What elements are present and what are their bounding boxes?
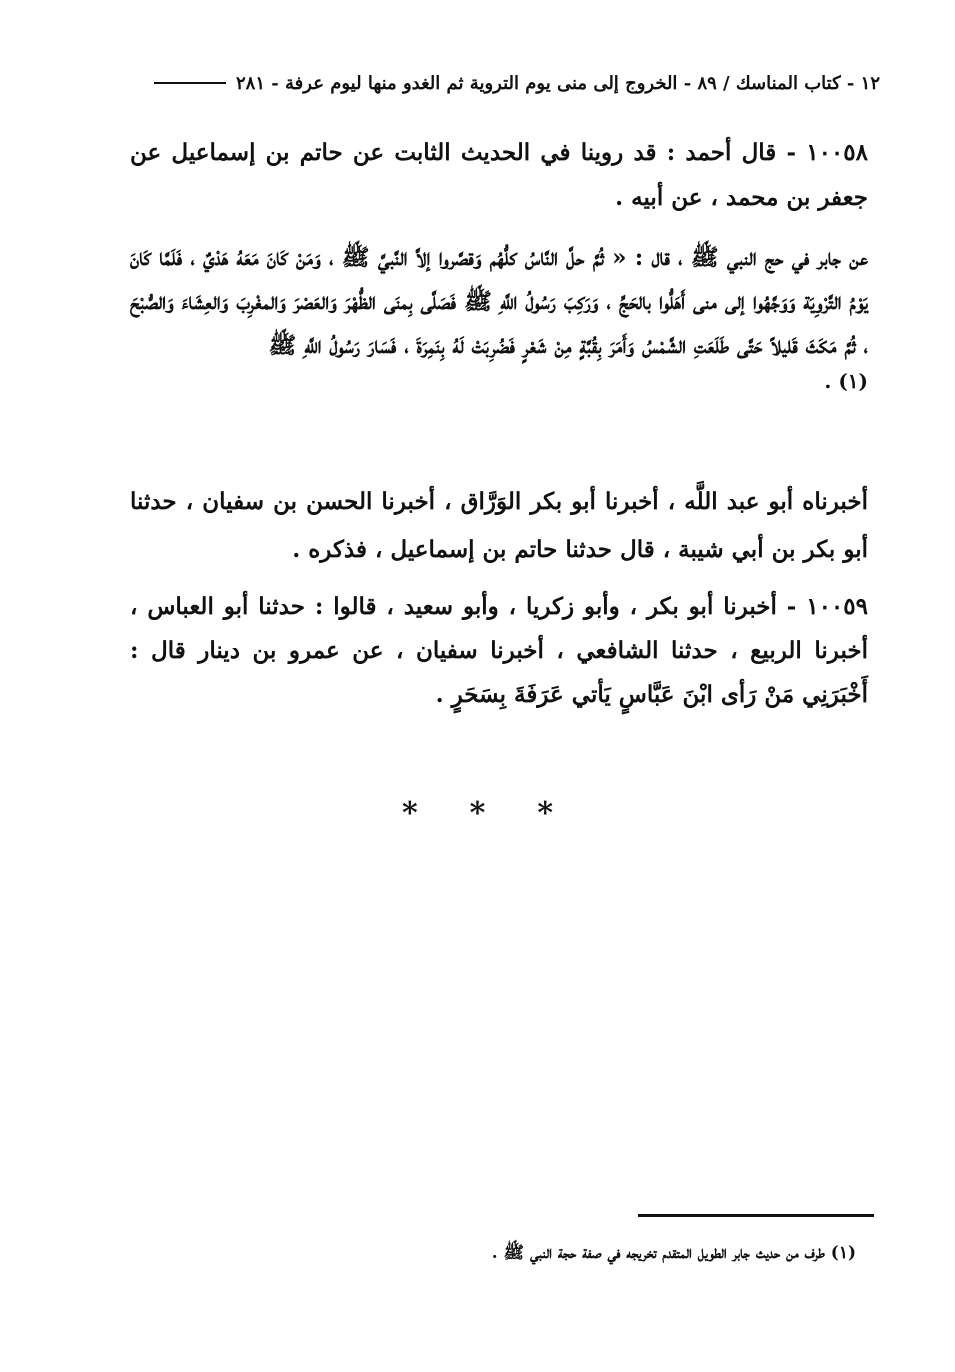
footnote: [300, 1240, 856, 1266]
star-1: *: [537, 796, 554, 831]
hadith-10058-intro: [130, 130, 868, 220]
paragraph-4: ١٠٠٥٩ - أخبرنا أبو بكر ، وأبو زكريا ، وأبو سعيد ، قالوا : حدثنا أبو العباس ، أخبرنا الربيع ، حدثنا الشافعي ، أخبرنا سفيان ، عن عمرو بن دينار قال : أَخْبَرَنِي مَنْ رَأى ابْنَ عَبَّاسٍ يَأتي عَرَفَةَ بِسَحَرٍ .: [130, 593, 868, 708]
running-title: ١٢ - كتاب المناسك / ٨٩ - الخروج إلى منى يوم التروية ثم الغدو منها ليوم عرفة - ٢٨١: [236, 72, 880, 94]
paragraph-2: عن جابر في حج النبي ﷺ ، قال : « ثُمَّ حلَّ النَّاسُ كلُّهُم وَقصَّروا إلاَّ النَّبيَّ ﷺ ، وَمَنْ كَانَ مَعَهُ هَدْيٌ ، فَلَمَّا كَانَ يَوْمُ التَّرْوِيَة وَوَجَّهُوا إلى منى أَهَلُّوا بالحَجِّ ، وَرَكِبَ رَسُولُ اللَّهِ ﷺ فَصَلَّى بِمنَى الظُّهْرَ وَالعَصْرَ وَالمغْرِبَ وَالعِشَاءَ وَالصُّبْحَ ، ثُمَّ مَكَثَ قَليلاً حَتَّى طَلَعَتِ الشَّمْسُ وَأَمَرَ بِقُبَّةٍ مِنْ شَعْرٍ فَضُرِبَتْ لَهُ بِنَمِرَةَ ، فَسَارَ رَسُولُ اللَّهِ ﷺ: [130, 244, 868, 359]
footnote-reference: (١) .: [824, 369, 868, 393]
star-3: *: [401, 796, 418, 831]
hadith-10058-text: [130, 236, 868, 394]
section-separator: [0, 796, 955, 831]
running-header: [120, 66, 880, 100]
hadith-10059: [130, 585, 868, 717]
footnote-text: (١) طرف من حديث جابر الطويل المتقدم تخريجه في صفة حجة النبي ﷺ .: [491, 1243, 856, 1263]
header-rule: [154, 82, 226, 84]
footnote-divider: [638, 1214, 874, 1217]
isnad-paragraph: [130, 478, 868, 574]
paragraph-3: أخبرناه أبو عبد اللَّه ، أخبرنا أبو بكر الوَرَّاق ، أخبرنا الحسن بن سفيان ، حدثنا أبو بكر بن أبي شيبة ، قال حدثنا حاتم بن إسماعيل ، فذكره .: [130, 488, 868, 563]
star-2: *: [469, 796, 486, 831]
paragraph-1: ١٠٠٥٨ - قال أحمد : قد روينا في الحديث الثابت عن حاتم بن إسماعيل عن جعفر بن محمد ، عن أبيه .: [130, 139, 868, 211]
